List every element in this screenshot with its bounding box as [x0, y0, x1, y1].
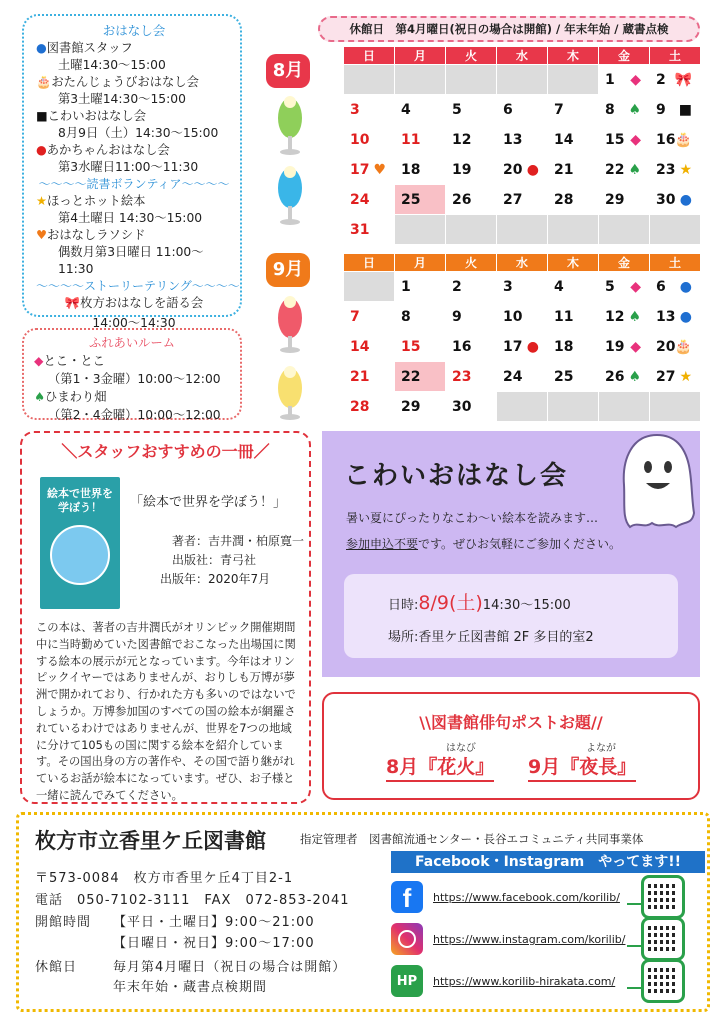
spade-icon: ♠ — [628, 309, 641, 325]
day-number: 21 — [350, 368, 370, 385]
day-number: 7 — [350, 308, 360, 325]
storytime-name: こわいおはなし会 — [47, 109, 147, 123]
calendar-day — [599, 185, 650, 215]
calendar-day — [548, 272, 599, 302]
day-number: 8 — [605, 101, 615, 118]
day-number: 6 — [656, 278, 666, 295]
day-number: 18 — [554, 338, 574, 355]
weekday-cell: 日 — [344, 47, 395, 65]
calendar-week — [344, 272, 701, 302]
haiku-post-box — [322, 692, 700, 800]
calendar-day — [446, 125, 497, 155]
storytime-item — [36, 108, 232, 125]
homepage-qr — [641, 959, 685, 1003]
closed-label: 休館日 — [35, 960, 78, 975]
fureai-room-box — [22, 328, 242, 420]
day-number: 5 — [605, 278, 615, 295]
calendar-day — [446, 185, 497, 215]
library-name: 枚方市立香里ケ丘図書館 — [35, 828, 266, 853]
day-number: 4 — [554, 278, 564, 295]
calendar-day — [497, 215, 548, 245]
storytime-name: 図書館スタッフ — [46, 41, 133, 55]
weekday-cell: 火 — [446, 254, 497, 272]
day-number: 15 — [605, 131, 625, 148]
calendar-day — [599, 155, 650, 185]
calendar-week — [344, 65, 701, 95]
calendar-day — [548, 65, 599, 95]
homepage-icon-label: HP — [396, 974, 418, 989]
weekday-cell: 木 — [548, 47, 599, 65]
day-number: 3 — [503, 278, 513, 295]
calendar-week — [344, 215, 701, 245]
day-number: 7 — [554, 101, 564, 118]
calendar-day — [446, 65, 497, 95]
day-number: 14 — [350, 338, 370, 355]
calendar-day — [497, 95, 548, 125]
fureai-list — [34, 352, 230, 424]
storytime-item — [36, 74, 232, 91]
staff-recommendation-title: ＼スタッフおすすめの一冊／ — [61, 442, 270, 461]
day-number: 2 — [656, 71, 666, 88]
calendar-day — [497, 332, 548, 362]
calendar-day — [599, 95, 650, 125]
storytime-time: 8月9日（土）14:30～15:00 — [58, 126, 219, 140]
calendar-day — [599, 272, 650, 302]
star-icon: ★ — [679, 369, 692, 385]
sns-banner: Facebook・Instagram やってます!! — [391, 851, 705, 873]
calendar-day — [344, 65, 395, 95]
yellow-soda-icon — [278, 366, 302, 420]
diamond-icon: ◆ — [630, 132, 641, 148]
day-number: 22 — [401, 368, 421, 385]
fureai-name: とこ・とこ — [43, 354, 105, 368]
facebook-icon[interactable]: f — [391, 881, 423, 913]
event-date: 8/9(土) — [418, 592, 483, 614]
fureai-time: （第1・3金曜）10:00～12:00 — [48, 372, 221, 386]
fureai-name: ひまわり畑 — [45, 390, 107, 404]
drink-illustrations-sep — [270, 296, 310, 420]
square-icon: ■ — [678, 102, 692, 118]
calendar-day — [548, 125, 599, 155]
storytime-symbol-icon: 🎂 — [36, 75, 52, 89]
day-number: 28 — [350, 398, 370, 415]
closed-days-notice: 休館日 第4月曜日(祝日の場合は開館) / 年末年始 / 蔵書点検 — [318, 16, 700, 42]
calendar-day — [650, 302, 701, 332]
hours-sunday: 【日曜日・祝日】9:00～17:00 — [113, 936, 315, 951]
calendar-day — [599, 65, 650, 95]
day-number: 10 — [503, 308, 523, 325]
volunteer-name: おはなしラソシド — [47, 228, 146, 242]
calendar-day — [497, 185, 548, 215]
star-icon: ★ — [679, 162, 692, 178]
day-number: 21 — [554, 161, 574, 178]
day-number: 27 — [503, 191, 523, 208]
scary-story-note — [346, 535, 621, 552]
event-details — [344, 574, 678, 658]
calendar-day — [446, 332, 497, 362]
calendar-week — [344, 392, 701, 422]
storytelling-name: 枚方おはなしを語る会 — [80, 296, 204, 310]
melon-soda-icon — [278, 96, 302, 155]
volunteer-name: ほっとホット絵本 — [47, 194, 146, 208]
weekday-cell: 月 — [395, 254, 446, 272]
fureai-time: （第2・4金曜）10:00～12:00 — [48, 408, 221, 422]
calendar-week — [344, 302, 701, 332]
calendar-day — [650, 95, 701, 125]
august-calendar — [343, 46, 701, 245]
storytime-time: 第3水曜日11:00～11:30 — [58, 160, 199, 174]
storytime-name: おたんじょうびおはなし会 — [51, 75, 199, 89]
day-number: 20 — [503, 161, 523, 178]
calendar-day — [599, 392, 650, 422]
day-number: 26 — [452, 191, 472, 208]
weekday-cell: 水 — [497, 47, 548, 65]
instagram-qr — [641, 917, 685, 961]
calendar-day — [650, 272, 701, 302]
storytime-item — [36, 142, 232, 159]
calendar-day — [446, 215, 497, 245]
dot-icon: ● — [526, 339, 539, 355]
day-number: 29 — [401, 398, 421, 415]
calendar-day — [497, 392, 548, 422]
blue-soda-icon — [278, 166, 302, 225]
calendar-day — [599, 332, 650, 362]
volunteer-time: 第4土曜日 14:30～15:00 — [58, 211, 203, 225]
day-number: 12 — [452, 131, 472, 148]
calendar-day — [395, 332, 446, 362]
qr-code-icon — [648, 966, 678, 996]
calendar-day — [395, 125, 446, 155]
calendar-day — [395, 155, 446, 185]
haiku-title: \\図書館俳句ポストお題// — [419, 713, 603, 732]
calendar-day — [344, 272, 395, 302]
day-number: 14 — [554, 131, 574, 148]
sep-theme: 9月『夜長』 — [528, 752, 636, 782]
library-address: 〒573-0084 枚方市香里ケ丘4丁目2-1 — [35, 871, 294, 886]
cake-icon: 🎂 — [674, 339, 692, 355]
day-number: 1 — [401, 278, 411, 295]
calendar-day — [548, 302, 599, 332]
instagram-link[interactable]: https://www.instagram.com/korilib/ — [433, 933, 626, 946]
fureai-item — [34, 388, 230, 406]
day-number: 25 — [401, 191, 421, 208]
calendar-day — [599, 215, 650, 245]
day-number: 23 — [656, 161, 676, 178]
storytime-box — [22, 14, 242, 330]
scary-story-title: こわいおはなし会 — [344, 461, 569, 491]
september-label: 9月 — [266, 253, 310, 287]
calendar-day — [548, 215, 599, 245]
day-number: 2 — [452, 278, 462, 295]
calendar-day — [446, 362, 497, 392]
diamond-icon: ◆ — [630, 72, 641, 88]
sep-theme-ruby: よなが — [586, 743, 616, 754]
facebook-link[interactable]: https://www.facebook.com/korilib/ — [433, 891, 620, 904]
book-publisher: 出版社：青弓社 — [172, 553, 257, 567]
calendar-week — [344, 95, 701, 125]
book-title: 「絵本で世界を学ぼう！」 — [130, 495, 287, 510]
event-place: 場所:香里ケ丘図書館 2F 多目的室2 — [388, 630, 594, 645]
calendar-week — [344, 362, 701, 392]
calendar-day — [650, 362, 701, 392]
day-number: 11 — [401, 131, 421, 148]
weekday-header — [344, 254, 701, 272]
weekday-cell: 日 — [344, 254, 395, 272]
fureai-symbol-icon: ◆ — [34, 354, 44, 368]
calendar-day — [344, 332, 395, 362]
red-soda-icon — [278, 296, 302, 353]
weekday-cell: 土 — [650, 47, 701, 65]
day-number: 19 — [452, 161, 472, 178]
day-number: 20 — [656, 338, 676, 355]
fureai-symbol-icon: ♠ — [34, 390, 46, 404]
storytelling-time: 14:00～14:30 — [92, 316, 176, 330]
calendar-day — [599, 125, 650, 155]
weekday-header — [344, 47, 701, 65]
calendar-day — [344, 215, 395, 245]
calendar-day — [548, 95, 599, 125]
calendar-day — [395, 215, 446, 245]
calendar-day — [344, 125, 395, 155]
day-number: 28 — [554, 191, 574, 208]
library-phone: 電話 050-7102-3111 FAX 072-853-2041 — [35, 893, 350, 908]
day-number: 12 — [605, 308, 625, 325]
diamond-icon: ◆ — [630, 339, 641, 355]
day-number: 13 — [656, 308, 676, 325]
calendar-week — [344, 155, 701, 185]
weekday-cell: 土 — [650, 254, 701, 272]
qr-code-icon — [648, 924, 678, 954]
calendar-day — [344, 95, 395, 125]
day-number: 17 — [350, 161, 370, 178]
diamond-icon: ◆ — [630, 279, 641, 295]
heart-icon: ♥ — [373, 162, 386, 178]
day-number: 26 — [605, 368, 625, 385]
calendar-day — [497, 65, 548, 95]
storytime-list — [36, 40, 232, 176]
closed-detail-1: 毎月第4月曜日（祝日の場合は開館） — [113, 960, 347, 975]
weekday-cell: 水 — [497, 254, 548, 272]
calendar-day — [344, 392, 395, 422]
day-number: 3 — [350, 101, 360, 118]
calendar-day — [395, 302, 446, 332]
calendar-day — [344, 302, 395, 332]
scary-story-event-box — [322, 431, 700, 677]
calendar-day — [344, 155, 395, 185]
book-review-text: この本は、著者の吉井潤氏がオリンピック開催期間中に当時勤めていた図書館でおこなった出場国に関する絵本の展示が元となっています。今年はオリンピックイヤーではありませんが、おりしも万博が夢洲で開かれており、行かれた方も多いのではないでしょうか。万博参加国のすべての国の絵本が網羅されているわけではありませんが、世界を7つの地域に分けて105もの国に関する絵本を紹介しています。その国出身の方の著作や、その国で語り継がれているお話が絵本になっています。ぜひ、お子様と一緒に読んでみてください。 — [36, 621, 296, 802]
volunteer-item — [36, 193, 232, 210]
day-number: 5 — [452, 101, 462, 118]
day-number: 16 — [452, 338, 472, 355]
no-registration-text: 参加申込不要 — [346, 537, 419, 551]
calendar-day — [548, 362, 599, 392]
storytime-item — [36, 40, 232, 57]
hours-label: 開館時間 — [35, 915, 92, 930]
day-number: 13 — [503, 131, 523, 148]
day-number: 17 — [503, 338, 523, 355]
volunteer-item — [36, 227, 232, 244]
facebook-qr — [641, 875, 685, 919]
day-number: 23 — [452, 368, 472, 385]
day-number: 27 — [656, 368, 676, 385]
drink-illustrations-aug — [270, 96, 310, 226]
day-number: 6 — [503, 101, 513, 118]
calendar-day — [548, 332, 599, 362]
homepage-link[interactable]: https://www.korilib-hirakata.com/ — [433, 975, 616, 988]
calendar-day — [497, 362, 548, 392]
day-number: 9 — [452, 308, 462, 325]
ribbon-icon: 🎀 — [674, 72, 692, 88]
day-number: 4 — [401, 101, 411, 118]
calendar-day — [650, 215, 701, 245]
calendar-day — [650, 125, 701, 155]
calendar-week — [344, 332, 701, 362]
day-number: 29 — [605, 191, 625, 208]
calendar-day — [599, 362, 650, 392]
book-author: 著者：吉井潤・柏原寛一 — [172, 534, 305, 548]
september-calendar — [343, 253, 701, 422]
volunteer-list — [36, 193, 232, 278]
calendar-day — [446, 155, 497, 185]
calendar-day — [344, 185, 395, 215]
fureai-item — [34, 352, 230, 370]
calendar-day — [395, 95, 446, 125]
weekday-cell: 金 — [599, 254, 650, 272]
calendar-day — [650, 392, 701, 422]
weekday-cell: 金 — [599, 47, 650, 65]
calendar-day — [650, 185, 701, 215]
storytelling-item — [36, 295, 232, 312]
day-number: 22 — [605, 161, 625, 178]
volunteer-symbol-icon: ★ — [36, 194, 48, 208]
storytime-symbol-icon: ● — [36, 41, 47, 55]
scary-story-desc: 暑い夏にぴったりなこわ～い絵本を読みます… — [346, 511, 599, 525]
volunteer-heading: ～～～～読書ボランティア～～～～ — [38, 177, 230, 191]
date-label: 日時: — [388, 598, 419, 613]
day-number: 11 — [554, 308, 574, 325]
volunteer-symbol-icon: ♥ — [36, 228, 48, 242]
calendar-day — [497, 302, 548, 332]
spade-icon: ♠ — [628, 102, 641, 118]
storytelling-heading: ～～～～ストーリーテリング～～～～ — [36, 279, 240, 293]
calendar-week — [344, 185, 701, 215]
day-number: 30 — [656, 191, 676, 208]
day-number: 15 — [401, 338, 421, 355]
book-cover-title: 絵本で世界を学ぼう！ — [47, 487, 113, 514]
calendar-day — [497, 155, 548, 185]
library-info-footer — [16, 812, 710, 1012]
manager-text: 指定管理者 図書館流通センター・長谷エコミュニティ共同事業体 — [300, 832, 644, 846]
globe-illustration — [50, 525, 110, 585]
qr-code-icon — [648, 882, 678, 912]
calendar-day — [497, 272, 548, 302]
day-number: 30 — [452, 398, 472, 415]
day-number: 16 — [656, 131, 676, 148]
day-number: 24 — [350, 191, 370, 208]
day-number: 19 — [605, 338, 625, 355]
day-number: 9 — [656, 101, 666, 118]
volunteer-time: 偶数月第3日曜日 11:00～11:30 — [58, 245, 204, 276]
ghost-icon — [614, 429, 700, 533]
calendar-day — [446, 302, 497, 332]
calendar-day — [548, 155, 599, 185]
cake-icon: 🎂 — [674, 132, 692, 148]
calendar-day — [548, 185, 599, 215]
calendar-day — [650, 332, 701, 362]
aug-theme-ruby: はなび — [446, 743, 476, 754]
weekday-cell: 月 — [395, 47, 446, 65]
storytime-symbol-icon: ● — [36, 143, 47, 157]
dot-icon: ● — [526, 162, 539, 178]
calendar-day — [446, 272, 497, 302]
calendar-day — [395, 362, 446, 392]
day-number: 1 — [605, 71, 615, 88]
calendar-day — [446, 95, 497, 125]
dot-icon: ● — [679, 309, 692, 325]
day-number: 18 — [401, 161, 421, 178]
calendar-day — [650, 155, 701, 185]
homepage-icon[interactable] — [391, 965, 423, 997]
closed-detail-2: 年末年始・蔵書点検期間 — [113, 980, 268, 995]
day-number: 25 — [554, 368, 574, 385]
calendar-day — [395, 392, 446, 422]
dot-icon: ● — [679, 279, 692, 295]
hours-weekday: 【平日・土曜日】9:00～21:00 — [113, 915, 315, 930]
weekday-cell: 火 — [446, 47, 497, 65]
calendar-day — [344, 362, 395, 392]
storytime-symbol-icon: ■ — [36, 109, 48, 123]
instagram-icon[interactable] — [391, 923, 423, 955]
dot-icon: ● — [679, 192, 692, 208]
day-number: 31 — [350, 221, 370, 238]
storytime-time: 土曜14:30～15:00 — [58, 58, 166, 72]
event-time: 14:30～15:00 — [482, 598, 571, 613]
storytime-name: あかちゃんおはなし会 — [46, 143, 170, 157]
book-cover — [40, 477, 120, 609]
day-number: 8 — [401, 308, 411, 325]
calendar-day — [650, 65, 701, 95]
calendar-day — [599, 302, 650, 332]
calendar-day — [395, 185, 446, 215]
day-number: 24 — [503, 368, 523, 385]
book-year: 出版年：2020年7月 — [160, 572, 271, 586]
ribbon-icon: 🎀 — [64, 296, 81, 310]
storytime-title: おはなし会 — [102, 23, 166, 38]
aug-theme: 8月『花火』 — [386, 752, 494, 782]
spade-icon: ♠ — [628, 162, 641, 178]
calendar-day — [548, 392, 599, 422]
day-number: 10 — [350, 131, 370, 148]
storytime-time: 第3土曜14:30～15:00 — [58, 92, 186, 106]
staff-recommendation-box — [20, 431, 311, 804]
calendar-day — [395, 65, 446, 95]
calendar-day — [497, 125, 548, 155]
august-label: 8月 — [266, 54, 310, 88]
scary-story-invite: です。ぜひお気軽にご参加ください。 — [418, 537, 622, 551]
event-date-line — [388, 588, 571, 615]
calendar-day — [446, 392, 497, 422]
book-info — [130, 493, 310, 589]
weekday-cell: 木 — [548, 254, 599, 272]
calendar-week — [344, 125, 701, 155]
spade-icon: ♠ — [628, 369, 641, 385]
fureai-title: ふれあいルーム — [88, 336, 176, 350]
calendar-day — [395, 272, 446, 302]
